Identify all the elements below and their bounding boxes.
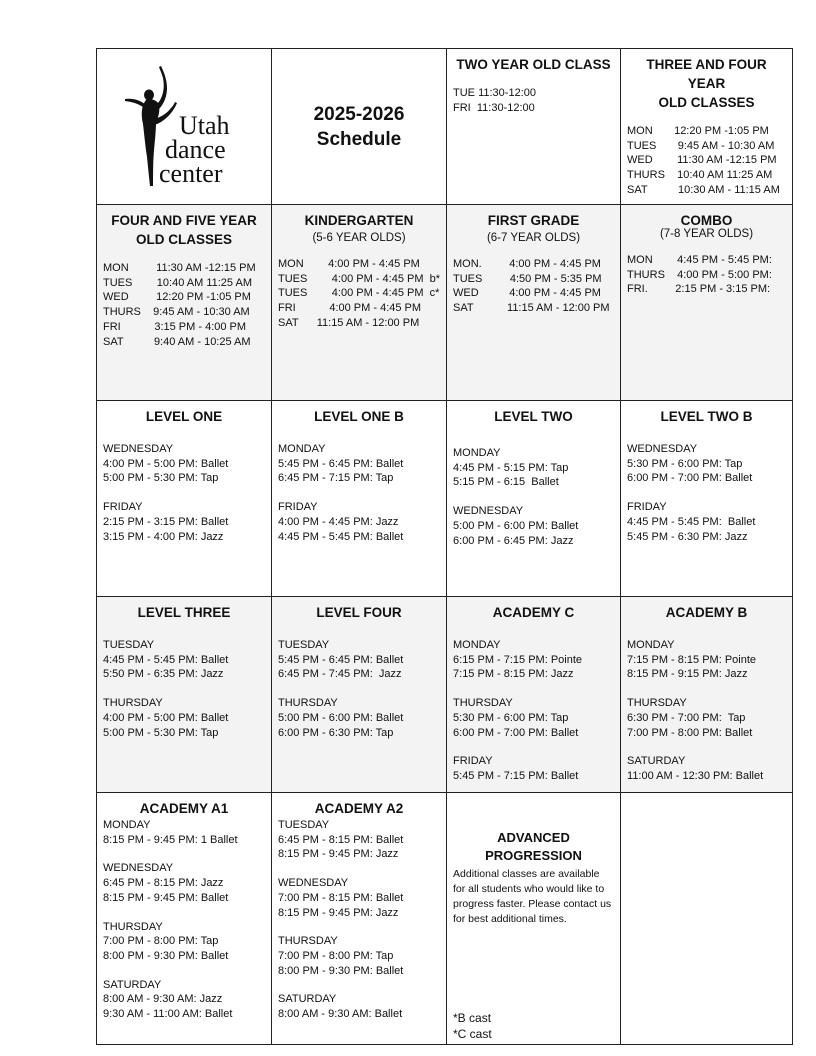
- level-four-title: LEVEL FOUR: [316, 605, 402, 620]
- level-one-b-cell: [272, 401, 447, 597]
- academy-c-day: THURSDAY: [453, 697, 513, 710]
- level-one-cell: [97, 401, 272, 597]
- academy-a1-line: 8:00 AM - 9:30 AM: Jazz: [103, 993, 223, 1006]
- academy-b-title: ACADEMY B: [665, 605, 748, 620]
- level-two-b-cell: [621, 401, 793, 597]
- level-two-day: WEDNESDAY: [453, 505, 524, 518]
- academy-a1-line: 8:15 PM - 9:45 PM: 1 Ballet: [103, 833, 238, 846]
- first-grade-line: WED 4:00 PM - 4:45 PM: [453, 287, 601, 300]
- academy-a1-line: 9:30 AM - 11:00 AM: Ballet: [103, 1008, 233, 1021]
- academy-a2-line: 8:00 AM - 9:30 AM: Ballet: [278, 1008, 403, 1021]
- logo-word-center: center: [159, 158, 223, 188]
- academy-a1-title: ACADEMY A1: [139, 801, 229, 816]
- logo-word-dance: dance: [165, 134, 226, 164]
- kindergarten-line: TUES 4:00 PM - 4:45 PM c*: [278, 287, 440, 300]
- level-one-b-line: 5:45 PM - 6:45 PM: Ballet: [278, 457, 404, 470]
- level-one-b-line: 4:45 PM - 5:45 PM: Ballet: [278, 530, 404, 543]
- academy-a1-line: 8:00 PM - 9:30 PM: Ballet: [103, 949, 229, 962]
- academy-b-line: 6:30 PM - 7:00 PM: Tap: [627, 711, 746, 724]
- academy-a1-day: SATURDAY: [103, 978, 162, 991]
- first-grade-subtitle: (6-7 YEAR OLDS): [486, 232, 581, 244]
- academy-b-line: 7:15 PM - 8:15 PM: Pointe: [627, 653, 757, 666]
- advanced-progression-cell: [447, 793, 621, 1045]
- two-year-line: TUE 11:30-12:00: [453, 87, 536, 99]
- three-four-line: SAT 10:30 AM - 11:15 AM: [627, 183, 780, 196]
- first-grade-line: MON. 4:00 PM - 4:45 PM: [453, 258, 601, 270]
- level-four-day: TUESDAY: [278, 639, 330, 651]
- four-five-title: FOUR AND FIVE YEAR: [111, 213, 257, 228]
- level-four-line: 6:45 PM - 7:45 PM: Jazz: [278, 668, 402, 681]
- schedule-table: [96, 48, 793, 1045]
- level-three-title: LEVEL THREE: [137, 605, 231, 620]
- four-five-line: WED 12:20 PM -1:05 PM: [103, 291, 251, 304]
- academy-c-title: ACADEMY C: [492, 605, 575, 620]
- combo-subtitle: (7-8 YEAR OLDS): [659, 228, 754, 240]
- level-two-b-line: 6:00 PM - 7:00 PM: Ballet: [627, 472, 753, 485]
- level-one-day: FRIDAY: [103, 501, 143, 514]
- four-five-title-2: OLD CLASSES: [135, 232, 232, 247]
- level-two-b-title: LEVEL TWO B: [660, 409, 753, 424]
- academy-a2-line: 8:00 PM - 9:30 PM: Ballet: [278, 964, 404, 977]
- kindergarten-subtitle: (5-6 YEAR OLDS): [312, 232, 406, 244]
- advanced-title: ADVANCED: [497, 830, 570, 845]
- academy-b-line: 7:00 PM - 8:00 PM: Ballet: [627, 726, 753, 739]
- three-four-title-2: OLD CLASSES: [658, 95, 755, 110]
- academy-c-line: 6:15 PM - 7:15 PM: Pointe: [453, 653, 583, 666]
- logo-word-utah: Utah: [179, 110, 230, 140]
- first-grade-line: TUES 4:50 PM - 5:35 PM: [453, 272, 602, 285]
- level-three-line: 4:00 PM - 5:00 PM: Ballet: [103, 711, 229, 724]
- level-four-line: 5:45 PM - 6:45 PM: Ballet: [278, 653, 404, 666]
- level-four-cell: [272, 597, 447, 793]
- combo-cell: [621, 205, 793, 401]
- academy-b-day: THURSDAY: [627, 697, 687, 710]
- four-five-line: MON 11:30 AM -12:15 PM: [103, 262, 256, 274]
- academy-c-line: 7:15 PM - 8:15 PM: Jazz: [453, 668, 574, 681]
- academy-a2-cell: [272, 793, 447, 1045]
- level-one-day: WEDNESDAY: [103, 443, 174, 455]
- combo-title: COMBO: [680, 213, 733, 228]
- academy-a2-day: THURSDAY: [278, 935, 338, 948]
- kindergarten-cell: [272, 205, 447, 401]
- two-year-line: FRI 11:30-12:00: [453, 101, 535, 114]
- first-grade-line: SAT 11:15 AM - 12:00 PM: [453, 302, 610, 315]
- academy-a1-day: WEDNESDAY: [103, 862, 174, 875]
- logo-cell: [97, 49, 272, 205]
- level-two-line: 5:00 PM - 6:00 PM: Ballet: [453, 519, 579, 532]
- kindergarten-line: MON 4:00 PM - 4:45 PM: [278, 258, 420, 270]
- academy-a2-title: ACADEMY A2: [314, 801, 404, 816]
- academy-a2-line: 8:15 PM - 9:45 PM: Jazz: [278, 848, 399, 861]
- three-four-line: TUES 9:45 AM - 10:30 AM: [627, 139, 775, 152]
- academy-a2-line: 7:00 PM - 8:15 PM: Ballet: [278, 891, 404, 904]
- academy-a2-day: TUESDAY: [278, 819, 330, 831]
- advanced-text-line: Additional classes are available: [453, 868, 600, 880]
- academy-b-cell: [621, 597, 793, 793]
- academy-a2-day: SATURDAY: [278, 993, 337, 1006]
- first-grade-cell: [447, 205, 621, 401]
- academy-c-cell: [447, 597, 621, 793]
- academy-a2-line: 6:45 PM - 8:15 PM: Ballet: [278, 833, 404, 846]
- academy-a1-day: THURSDAY: [103, 920, 163, 933]
- four-five-cell: [97, 205, 272, 401]
- utah-dance-center-logo: [119, 62, 249, 192]
- level-three-line: 5:50 PM - 6:35 PM: Jazz: [103, 668, 224, 681]
- three-four-line: WED 11:30 AM -12:15 PM: [627, 154, 777, 167]
- level-two-title: LEVEL TWO: [494, 409, 573, 424]
- legend-b-cast: *B cast: [453, 1011, 492, 1025]
- three-four-line: THURS 10:40 AM 11:25 AM: [627, 169, 773, 182]
- four-five-line: TUES 10:40 AM 11:25 AM: [103, 276, 252, 289]
- level-one-b-day: FRIDAY: [278, 501, 318, 514]
- combo-line: THURS 4:00 PM - 5:00 PM:: [627, 268, 772, 281]
- two-year-title: TWO YEAR OLD CLASS: [456, 57, 611, 72]
- level-two-b-day: FRIDAY: [627, 501, 667, 514]
- combo-line: FRI. 2:15 PM - 3:15 PM:: [627, 283, 771, 296]
- cast-legend: [453, 1010, 492, 1042]
- level-one-b-line: 4:00 PM - 4:45 PM: Jazz: [278, 515, 399, 528]
- advanced-text-line: progress faster. Please contact us: [453, 898, 612, 910]
- academy-b-day: MONDAY: [627, 639, 675, 651]
- academy-a2-line: 8:15 PM - 9:45 PM: Jazz: [278, 906, 399, 919]
- advanced-text-line: for all students who would like to: [453, 883, 605, 895]
- level-four-day: THURSDAY: [278, 697, 338, 710]
- kindergarten-line: SAT 11:15 AM - 12:00 PM: [278, 316, 420, 329]
- level-one-b-title: LEVEL ONE B: [314, 409, 404, 424]
- academy-a1-cell: [97, 793, 272, 1045]
- level-two-line: 5:15 PM - 6:15 Ballet: [453, 476, 559, 489]
- legend-c-cast: *C cast: [453, 1027, 492, 1041]
- academy-a2-day: WEDNESDAY: [278, 877, 349, 890]
- academy-a2-line: 7:00 PM - 8:00 PM: Tap: [278, 949, 394, 962]
- three-four-line: MON 12:20 PM -1:05 PM: [627, 125, 769, 137]
- level-three-line: 4:45 PM - 5:45 PM: Ballet: [103, 653, 229, 666]
- schedule-year: 2025-2026: [313, 103, 405, 125]
- level-four-line: 6:00 PM - 6:30 PM: Tap: [278, 726, 394, 739]
- level-one-b-line: 6:45 PM - 7:15 PM: Tap: [278, 472, 394, 485]
- kindergarten-line: FRI 4:00 PM - 4:45 PM: [278, 302, 422, 315]
- advanced-title-2: PROGRESSION: [485, 848, 582, 863]
- level-one-line: 2:15 PM - 3:15 PM: Ballet: [103, 515, 229, 528]
- academy-b-line: 8:15 PM - 9:15 PM: Jazz: [627, 668, 748, 681]
- level-two-b-line: 5:45 PM - 6:30 PM: Jazz: [627, 530, 748, 543]
- kindergarten-line: TUES 4:00 PM - 4:45 PM b*: [278, 272, 441, 285]
- academy-a1-day: MONDAY: [103, 819, 151, 831]
- level-two-cell: [447, 401, 621, 597]
- two-year-cell: [447, 49, 621, 205]
- level-three-day: THURSDAY: [103, 697, 163, 710]
- level-two-b-line: 4:45 PM - 5:45 PM: Ballet: [627, 515, 756, 528]
- three-four-cell: [621, 49, 793, 205]
- level-two-line: 6:00 PM - 6:45 PM: Jazz: [453, 534, 574, 547]
- academy-c-line: 5:30 PM - 6:00 PM: Tap: [453, 711, 569, 724]
- academy-a1-line: 8:15 PM - 9:45 PM: Ballet: [103, 891, 229, 904]
- schedule-title-cell: [272, 49, 447, 205]
- four-five-line: SAT 9:40 AM - 10:25 AM: [103, 335, 251, 348]
- level-two-line: 4:45 PM - 5:15 PM: Tap: [453, 461, 569, 474]
- four-five-line: THURS 9:45 AM - 10:30 AM: [103, 306, 250, 319]
- level-two-b-line: 5:30 PM - 6:00 PM: Tap: [627, 457, 743, 470]
- level-two-b-day: WEDNESDAY: [627, 443, 698, 455]
- level-two-day: MONDAY: [453, 447, 501, 459]
- academy-c-day: FRIDAY: [453, 755, 493, 768]
- first-grade-title: FIRST GRADE: [487, 213, 580, 228]
- level-one-line: 4:00 PM - 5:00 PM: Ballet: [103, 457, 229, 470]
- empty-cell: [621, 793, 793, 1045]
- combo-line: MON 4:45 PM - 5:45 PM:: [627, 254, 772, 266]
- level-one-title: LEVEL ONE: [145, 409, 223, 424]
- level-four-line: 5:00 PM - 6:00 PM: Ballet: [278, 711, 404, 724]
- level-one-b-day: MONDAY: [278, 443, 326, 455]
- level-one-line: 3:15 PM - 4:00 PM: Jazz: [103, 530, 224, 543]
- academy-b-line: 11:00 AM - 12:30 PM: Ballet: [627, 769, 764, 782]
- level-three-line: 5:00 PM - 5:30 PM: Tap: [103, 726, 219, 739]
- academy-a1-line: 7:00 PM - 8:00 PM: Tap: [103, 935, 219, 948]
- level-one-line: 5:00 PM - 5:30 PM: Tap: [103, 472, 219, 485]
- academy-c-day: MONDAY: [453, 639, 501, 651]
- level-three-day: TUESDAY: [103, 639, 155, 651]
- advanced-text-line: for best additional times.: [453, 913, 567, 925]
- academy-a1-line: 6:45 PM - 8:15 PM: Jazz: [103, 877, 224, 890]
- three-four-title: THREE AND FOUR YEAR: [646, 57, 767, 91]
- academy-c-line: 6:00 PM - 7:00 PM: Ballet: [453, 726, 579, 739]
- schedule-word: Schedule: [316, 128, 402, 150]
- academy-c-line: 5:45 PM - 7:15 PM: Ballet: [453, 769, 579, 782]
- four-five-line: FRI 3:15 PM - 4:00 PM: [103, 320, 247, 333]
- kindergarten-title: KINDERGARTEN: [304, 213, 414, 228]
- academy-b-day: SATURDAY: [627, 755, 686, 768]
- level-three-cell: [97, 597, 272, 793]
